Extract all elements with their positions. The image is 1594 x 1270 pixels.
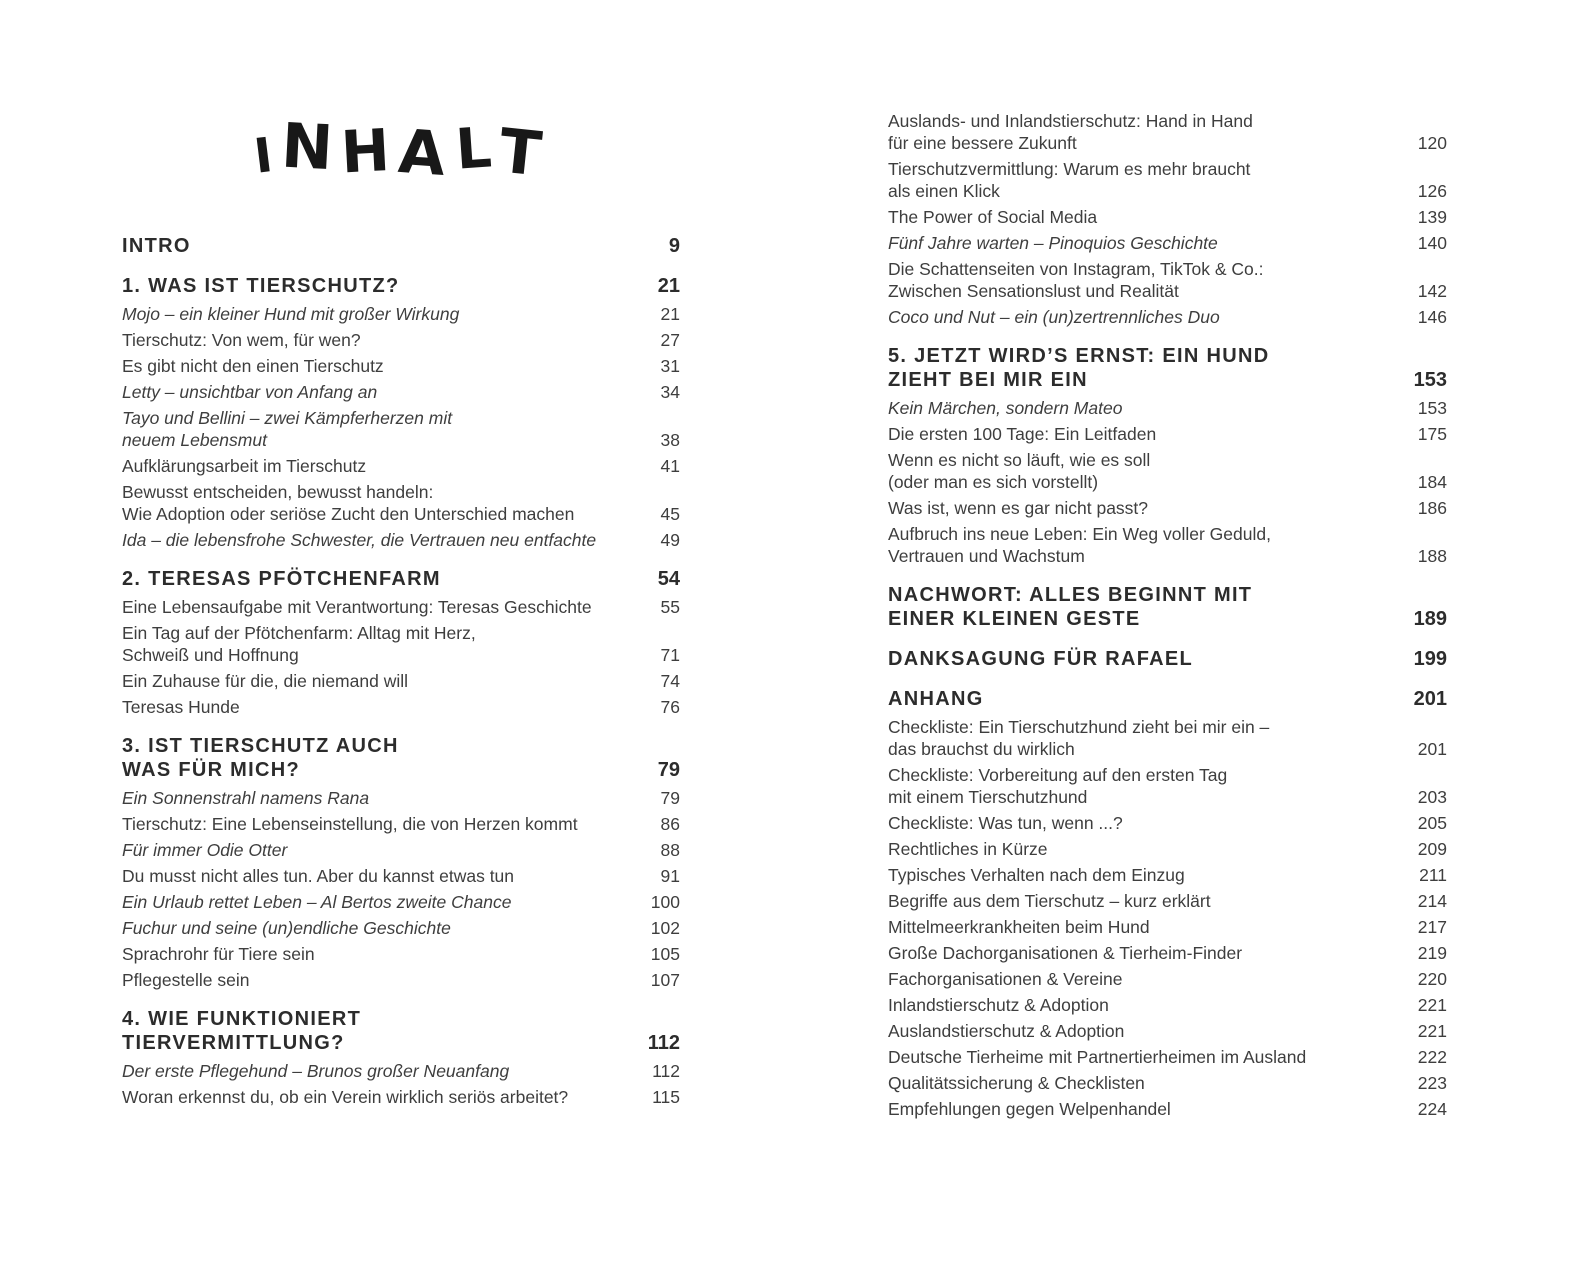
toc-entry-line: Wie Adoption oder seriöse Zucht den Unterschied machen xyxy=(122,504,575,524)
toc-entry-row xyxy=(122,865,680,887)
toc-entry-line: 5. JETZT WIRD’S ERNST: EIN HUND xyxy=(888,345,1270,367)
toc-entry-title xyxy=(122,329,661,351)
toc-entry-row xyxy=(122,839,680,861)
toc-page-number: 34 xyxy=(660,382,680,402)
toc-entry-row xyxy=(888,523,1447,567)
toc-entry-title xyxy=(888,916,1418,938)
toc-entry-title xyxy=(888,838,1418,860)
toc-page-number: 211 xyxy=(1419,865,1447,885)
toc-page-number: 221 xyxy=(1417,1021,1447,1041)
toc-entry-line: Die ersten 100 Tage: Ein Leitfaden xyxy=(888,424,1157,444)
title-letter: I xyxy=(251,125,284,185)
toc-entry-row xyxy=(122,596,680,618)
toc-page-number: 38 xyxy=(660,430,680,450)
toc-entry-line: Ein Sonnenstrahl namens Rana xyxy=(122,788,370,808)
toc-page-number: 223 xyxy=(1417,1073,1447,1093)
toc-entry-title xyxy=(122,567,658,591)
toc-entry-row xyxy=(122,670,680,692)
toc-entry-line: Zwischen Sensationslust und Realität xyxy=(888,281,1179,301)
toc-page-number: 54 xyxy=(657,568,680,590)
toc-heading-row xyxy=(122,234,680,258)
toc-entry-title xyxy=(888,1072,1418,1094)
toc-entry-row xyxy=(888,890,1447,912)
toc-entry-line: Vertrauen und Wachstum xyxy=(888,546,1085,566)
toc-entry-row xyxy=(122,1060,680,1082)
toc-entry-line: Fünf Jahre warten – Pinoquios Geschichte xyxy=(888,233,1218,253)
toc-entry-line: Tierschutzvermittlung: Warum es mehr braucht xyxy=(888,159,1251,179)
toc-page-number: 105 xyxy=(650,944,680,964)
toc-entry-title xyxy=(888,423,1418,445)
title-letter: H xyxy=(339,115,402,187)
toc-entry-row xyxy=(122,1086,680,1108)
toc-entry-line: Bewusst entscheiden, bewusst handeln: xyxy=(122,482,434,502)
toc-entry-title xyxy=(122,943,651,965)
toc-entry-line: Qualitätssicherung & Checklisten xyxy=(888,1073,1145,1093)
toc-entry-title xyxy=(888,523,1418,567)
toc-page-number: 153 xyxy=(1413,369,1447,391)
toc-entry-row xyxy=(888,1046,1447,1068)
toc-entry-title xyxy=(888,764,1418,808)
toc-entry-row xyxy=(122,943,680,965)
toc-entry-title xyxy=(122,407,661,451)
toc-entry-line: Checkliste: Was tun, wenn ...? xyxy=(888,813,1123,833)
toc-page-number: 79 xyxy=(657,759,680,781)
toc-page-number: 221 xyxy=(1417,995,1447,1015)
toc-entry-line: Sprachrohr für Tiere sein xyxy=(122,944,315,964)
toc-entry-line: für eine bessere Zukunft xyxy=(888,133,1077,153)
toc-entry-title xyxy=(888,344,1414,392)
toc-entry-row xyxy=(888,838,1447,860)
toc-entry-title xyxy=(888,232,1418,254)
toc-entry-title xyxy=(122,455,661,477)
toc-entry-title xyxy=(888,306,1418,328)
toc-entry-row xyxy=(888,1020,1447,1042)
toc-entry-line: Für immer Odie Otter xyxy=(122,840,288,860)
toc-list-left xyxy=(122,234,680,1108)
toc-entry-line: Pflegestelle sein xyxy=(122,970,250,990)
title-letter: L xyxy=(453,113,503,183)
toc-entry-line: Was ist, wenn es gar nicht passt? xyxy=(888,498,1149,518)
toc-entry-title xyxy=(122,303,661,325)
toc-entry-title xyxy=(888,397,1418,419)
toc-page-number: 45 xyxy=(660,504,680,524)
toc-entry-title xyxy=(888,716,1418,760)
toc-page-number: 139 xyxy=(1417,207,1447,227)
toc-entry-line: Teresas Hunde xyxy=(122,697,240,717)
title-letter: T xyxy=(496,114,556,192)
toc-entry-line: NACHWORT: ALLES BEGINNT MIT xyxy=(888,584,1253,606)
toc-entry-line: als einen Klick xyxy=(888,181,1000,201)
toc-page-number: 146 xyxy=(1417,307,1447,327)
toc-entry-line: WAS FÜR MICH? xyxy=(122,759,300,781)
toc-entry-row xyxy=(888,306,1447,328)
toc-entry-line: DANKSAGUNG FÜR RAFAEL xyxy=(888,648,1194,670)
toc-entry-row xyxy=(888,864,1447,886)
toc-entry-row xyxy=(888,916,1447,938)
toc-entry-row xyxy=(888,397,1447,419)
toc-page-number: 184 xyxy=(1417,472,1447,492)
toc-entry-line: Es gibt nicht den einen Tierschutz xyxy=(122,356,384,376)
toc-entry-line: Typisches Verhalten nach dem Einzug xyxy=(888,865,1185,885)
toc-entry-line: Ida – die lebensfrohe Schwester, die Vertrauen neu entfachte xyxy=(122,530,597,550)
toc-page-number: 88 xyxy=(660,840,680,860)
toc-entry-title xyxy=(122,381,661,403)
toc-entry-title xyxy=(122,670,661,692)
toc-entry-line: das brauchst du wirklich xyxy=(888,739,1075,759)
toc-entry-line: Aufklärungsarbeit im Tierschutz xyxy=(122,456,367,476)
toc-entry-row xyxy=(888,110,1447,154)
toc-entry-row xyxy=(122,917,680,939)
toc-page-number: 217 xyxy=(1417,917,1447,937)
toc-entry-title xyxy=(888,812,1418,834)
toc-entry-row xyxy=(122,481,680,525)
toc-page-number: 49 xyxy=(660,530,680,550)
toc-entry-line: Du musst nicht alles tun. Aber du kannst etwas tun xyxy=(122,866,515,886)
toc-entry-line: Ein Tag auf der Pfötchenfarm: Alltag mit Herz, xyxy=(122,623,476,643)
toc-entry-line: Empfehlungen gegen Welpenhandel xyxy=(888,1099,1171,1119)
toc-entry-row xyxy=(122,329,680,351)
toc-page-number: 153 xyxy=(1417,398,1447,418)
toc-entry-title xyxy=(888,110,1418,154)
toc-entry-line: Kein Märchen, sondern Mateo xyxy=(888,398,1123,418)
toc-entry-line: Mojo – ein kleiner Hund mit großer Wirkung xyxy=(122,304,460,324)
toc-page-number: 203 xyxy=(1417,787,1447,807)
toc-page-number: 86 xyxy=(660,814,680,834)
toc-entry-title xyxy=(122,622,661,666)
toc-entry-title xyxy=(122,865,661,887)
toc-entry-title xyxy=(888,647,1414,671)
toc-page-number: 142 xyxy=(1417,281,1447,301)
toc-entry-line: Schweiß und Hoffnung xyxy=(122,645,299,665)
toc-entry-row xyxy=(888,1072,1447,1094)
toc-entry-title xyxy=(122,969,651,991)
toc-entry-line: Rechtliches in Kürze xyxy=(888,839,1048,859)
toc-entry-title xyxy=(122,917,651,939)
toc-entry-title xyxy=(122,529,661,551)
toc-entry-title xyxy=(888,942,1418,964)
toc-entry-line: Auslandstierschutz & Adoption xyxy=(888,1021,1125,1041)
toc-list-right xyxy=(888,110,1447,1120)
toc-entry-row xyxy=(122,381,680,403)
toc-page-number: 107 xyxy=(650,970,680,990)
toc-entry-title xyxy=(122,839,661,861)
toc-page-number: 100 xyxy=(650,892,680,912)
toc-entry-line: Deutsche Tierheime mit Partnertierheimen im Ausland xyxy=(888,1047,1307,1067)
toc-entry-title xyxy=(122,234,669,258)
toc-entry-line: Tierschutz: Von wem, für wen? xyxy=(122,330,361,350)
toc-page-number: 91 xyxy=(660,866,680,886)
toc-entry-line: Fachorganisationen & Vereine xyxy=(888,969,1123,989)
toc-entry-row xyxy=(888,1098,1447,1120)
toc-entry-line: Woran erkennst du, ob ein Verein wirklich seriös arbeitet? xyxy=(122,1087,569,1107)
toc-entry-row xyxy=(888,449,1447,493)
toc-entry-line: Inlandstierschutz & Adoption xyxy=(888,995,1109,1015)
toc-page-number: 115 xyxy=(652,1087,680,1107)
toc-entry-line: Ein Urlaub rettet Leben – Al Bertos zweite Chance xyxy=(122,892,512,912)
toc-page-number: 21 xyxy=(657,275,680,297)
toc-entry-title xyxy=(888,1020,1418,1042)
toc-entry-title xyxy=(888,1046,1418,1068)
toc-entry-line: Coco und Nut – ein (un)zertrennliches Duo xyxy=(888,307,1220,327)
toc-entry-row xyxy=(888,232,1447,254)
toc-entry-line: The Power of Social Media xyxy=(888,207,1098,227)
toc-entry-line: 4. WIE FUNKTIONIERT xyxy=(122,1008,362,1030)
toc-entry-row xyxy=(122,969,680,991)
toc-heading-row xyxy=(122,734,680,782)
toc-page-number: 201 xyxy=(1413,688,1447,710)
toc-page-number: 21 xyxy=(660,304,680,324)
toc-page-number: 199 xyxy=(1413,648,1447,670)
toc-entry-line: Checkliste: Vorbereitung auf den ersten Tag xyxy=(888,765,1228,785)
toc-page-number: 175 xyxy=(1417,424,1447,444)
toc-entry-row xyxy=(122,303,680,325)
toc-entry-line: INTRO xyxy=(122,235,191,257)
toc-entry-title xyxy=(888,449,1418,493)
toc-entry-row xyxy=(888,206,1447,228)
toc-heading-row xyxy=(888,687,1447,711)
toc-entry-line: EINER KLEINEN GESTE xyxy=(888,608,1141,630)
toc-entry-line: Die Schattenseiten von Instagram, TikTok & Co.: xyxy=(888,259,1264,279)
toc-entry-line: Letty – unsichtbar von Anfang an xyxy=(122,382,378,402)
toc-page-number: 189 xyxy=(1413,608,1447,630)
toc-heading-row xyxy=(888,583,1447,631)
toc-entry-row xyxy=(888,497,1447,519)
toc-page-number: 112 xyxy=(652,1061,680,1081)
toc-entry-row xyxy=(888,942,1447,964)
toc-entry-line: Der erste Pflegehund – Brunos großer Neuanfang xyxy=(122,1061,510,1081)
title-letter: A xyxy=(395,115,458,191)
toc-page-number: 126 xyxy=(1417,181,1447,201)
toc-entry-row xyxy=(122,696,680,718)
toc-entry-line: Aufbruch ins neue Leben: Ein Weg voller Geduld, xyxy=(888,524,1271,544)
toc-entry-row xyxy=(122,787,680,809)
toc-page-number: 224 xyxy=(1417,1099,1447,1119)
toc-entry-line: 1. WAS IST TIERSCHUTZ? xyxy=(122,275,400,297)
toc-entry-title xyxy=(888,890,1418,912)
toc-entry-title xyxy=(122,734,658,782)
toc-entry-title xyxy=(122,696,661,718)
toc-page-number: 55 xyxy=(660,597,680,617)
toc-entry-line: Checkliste: Ein Tierschutzhund zieht bei mir ein – xyxy=(888,717,1270,737)
toc-entry-row xyxy=(888,258,1447,302)
toc-entry-row xyxy=(122,407,680,451)
toc-entry-title xyxy=(122,596,661,618)
toc-page-number: 209 xyxy=(1417,839,1447,859)
toc-entry-row xyxy=(888,158,1447,202)
toc-entry-title xyxy=(888,968,1418,990)
toc-entry-title xyxy=(122,1060,652,1082)
toc-page-number: 112 xyxy=(647,1032,680,1054)
toc-entry-line: neuem Lebensmut xyxy=(122,430,267,450)
toc-entry-title xyxy=(888,1098,1418,1120)
toc-heading-row xyxy=(122,567,680,591)
toc-entry-title xyxy=(122,274,658,298)
toc-entry-title xyxy=(888,994,1418,1016)
toc-entry-title xyxy=(888,206,1418,228)
toc-page-number: 76 xyxy=(660,697,680,717)
toc-entry-title xyxy=(888,258,1418,302)
toc-entry-line: Ein Zuhause für die, die niemand will xyxy=(122,671,408,691)
toc-entry-title xyxy=(122,355,661,377)
toc-entry-title xyxy=(888,158,1418,202)
toc-entry-line: TIERVERMITTLUNG? xyxy=(122,1032,345,1054)
toc-entry-title xyxy=(122,891,651,913)
toc-entry-title xyxy=(888,864,1419,886)
toc-page-number: 220 xyxy=(1417,969,1447,989)
toc-page-number: 71 xyxy=(660,645,680,665)
toc-entry-title xyxy=(888,497,1418,519)
toc-entry-row xyxy=(122,891,680,913)
toc-entry-line: Große Dachorganisationen & Tierheim-Finder xyxy=(888,943,1243,963)
toc-page-number: 201 xyxy=(1417,739,1447,759)
toc-entry-line: ZIEHT BEI MIR EIN xyxy=(888,369,1088,391)
toc-entry-title xyxy=(888,687,1414,711)
toc-entry-line: Fuchur und seine (un)endliche Geschichte xyxy=(122,918,451,938)
page-title xyxy=(122,106,680,194)
toc-entry-row xyxy=(122,622,680,666)
toc-entry-title xyxy=(888,583,1414,631)
toc-entry-row xyxy=(888,812,1447,834)
toc-heading-row xyxy=(888,647,1447,671)
toc-entry-line: ANHANG xyxy=(888,688,984,710)
toc-page-number: 27 xyxy=(660,330,680,350)
toc-heading-row xyxy=(122,274,680,298)
toc-page-number: 222 xyxy=(1417,1047,1447,1067)
toc-page-number: 188 xyxy=(1417,546,1447,566)
toc-page-number: 74 xyxy=(660,671,680,691)
toc-entry-title xyxy=(122,481,661,525)
toc-entry-line: Tierschutz: Eine Lebenseinstellung, die von Herzen kommt xyxy=(122,814,578,834)
toc-entry-row xyxy=(122,813,680,835)
toc-entry-line: (oder man es sich vorstellt) xyxy=(888,472,1099,492)
toc-page-number: 219 xyxy=(1417,943,1447,963)
toc-entry-line: Wenn es nicht so läuft, wie es soll xyxy=(888,450,1151,470)
toc-entry-line: Mittelmeerkrankheiten beim Hund xyxy=(888,917,1150,937)
toc-page-number: 41 xyxy=(660,456,680,476)
toc-page-number: 31 xyxy=(660,356,680,376)
toc-entry-row xyxy=(888,423,1447,445)
toc-entry-line: Auslands- und Inlandstierschutz: Hand in Hand xyxy=(888,111,1253,131)
toc-page-number: 79 xyxy=(660,788,680,808)
toc-entry-row xyxy=(122,455,680,477)
toc-page-number: 120 xyxy=(1417,133,1447,153)
toc-column-right xyxy=(888,110,1447,1124)
toc-entry-row xyxy=(888,968,1447,990)
toc-heading-row xyxy=(888,344,1447,392)
toc-entry-row xyxy=(122,529,680,551)
toc-entry-line: Begriffe aus dem Tierschutz – kurz erklärt xyxy=(888,891,1211,911)
toc-entry-line: 3. IST TIERSCHUTZ AUCH xyxy=(122,735,399,757)
toc-entry-title xyxy=(122,1007,648,1055)
toc-page-number: 9 xyxy=(668,235,680,257)
toc-entry-line: mit einem Tierschutzhund xyxy=(888,787,1088,807)
toc-page-number: 186 xyxy=(1417,498,1447,518)
toc-column-left xyxy=(122,96,680,1112)
toc-entry-row xyxy=(888,716,1447,760)
toc-page-number: 205 xyxy=(1417,813,1447,833)
toc-entry-line: Eine Lebensaufgabe mit Verantwortung: Teresas Geschichte xyxy=(122,597,592,617)
toc-page-number: 140 xyxy=(1417,233,1447,253)
toc-entry-line: 2. TERESAS PFÖTCHENFARM xyxy=(122,568,441,590)
toc-entry-row xyxy=(888,994,1447,1016)
toc-page-number: 102 xyxy=(650,918,680,938)
toc-entry-row xyxy=(888,764,1447,808)
title-letter: N xyxy=(279,109,345,185)
toc-entry-title xyxy=(122,1086,652,1108)
toc-entry-title xyxy=(122,813,661,835)
toc-entry-row xyxy=(122,355,680,377)
toc-heading-row xyxy=(122,1007,680,1055)
toc-entry-title xyxy=(122,787,661,809)
toc-entry-line: Tayo und Bellini – zwei Kämpferherzen mit xyxy=(122,408,453,428)
toc-page-number: 214 xyxy=(1417,891,1447,911)
